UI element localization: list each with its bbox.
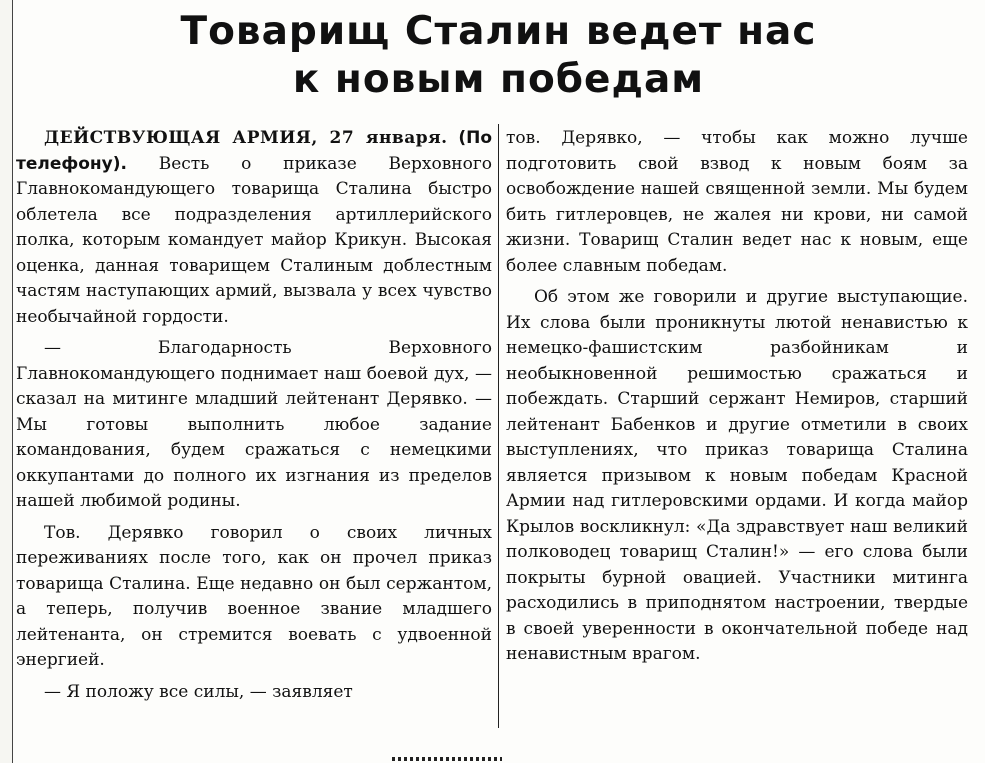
paragraph-6: Об этом же говорили и другие выступающие. Их слова были проникнуты лютой ненавистью к немецко-фашистским разбойникам и необыкновенной решимостью сражаться и побеждать. Старший сержант Немиров, старший лейтенант Бабенков и другие отметили в своих выступлениях, что приказ товарища Сталина является призывом к новым победам Красной Армии над гитлеровскими ордами. И когда майор Крылов воскликнул: «Да здравствует наш великий полководец товарищ Сталин!» — его слова были покрыты бурной овацией. Участники митинга расходились в приподнятом настроении, твердые в своей уверенности в окончательной победе над ненавистным врагом. xyxy=(506,287,968,664)
bottom-separator xyxy=(392,757,502,761)
paragraph-1-text: Весть о приказе Верховного Главнокомандующего товарища Сталина быстро облетела все подразделения артиллерийского полка, которым командует майор Крикун. Высокая оценка, данная товарищем Сталиным доблестным частям наступающих армий, вызвала у всех чувство необычайной гордости. xyxy=(16,153,493,327)
paragraph-1 xyxy=(16,126,492,330)
column-divider xyxy=(498,124,499,728)
paragraph-2: — Благодарность Верховного Главнокомандующего поднимает наш боевой дух, — сказал на митинге младший лейтенант Дерявко. — Мы готовы выполнить любое задание командования, будем сражаться с немецкими оккупантами до полного их изгнания из пределов нашей любимой родины. xyxy=(16,338,492,511)
article-headline xyxy=(12,8,985,104)
left-column xyxy=(16,126,492,711)
headline-line-1: Товарищ Сталин ведет нас xyxy=(180,9,817,54)
headline-line-2: к новым победам xyxy=(292,57,705,102)
dateline: ДЕЙСТВУЮЩАЯ АРМИЯ, 27 января. xyxy=(44,128,448,148)
by-phone-label: (По телефону). xyxy=(16,128,493,174)
paragraph-3: Тов. Дерявко говорил о своих личных переживаниях после того, как он прочел приказ товарища Сталина. Еще недавно он был сержантом, а теперь, получив военное звание младшего лейтенанта, он стремится воевать с удвоенной энергией. xyxy=(16,522,492,670)
paragraph-5: тов. Дерявко, — чтобы как можно лучше подготовить свой взвод к новым боям за освобождение нашей священной земли. Мы будем бить гитлеровцев, не жалея ни крови, ни самой жизни. Товарищ Сталин ведет нас к новым, еще более славным победам. xyxy=(506,128,968,276)
page-left-edge xyxy=(0,0,13,763)
right-column xyxy=(506,126,968,674)
paragraph-4: — Я положу все силы, — заявляет xyxy=(44,681,353,702)
